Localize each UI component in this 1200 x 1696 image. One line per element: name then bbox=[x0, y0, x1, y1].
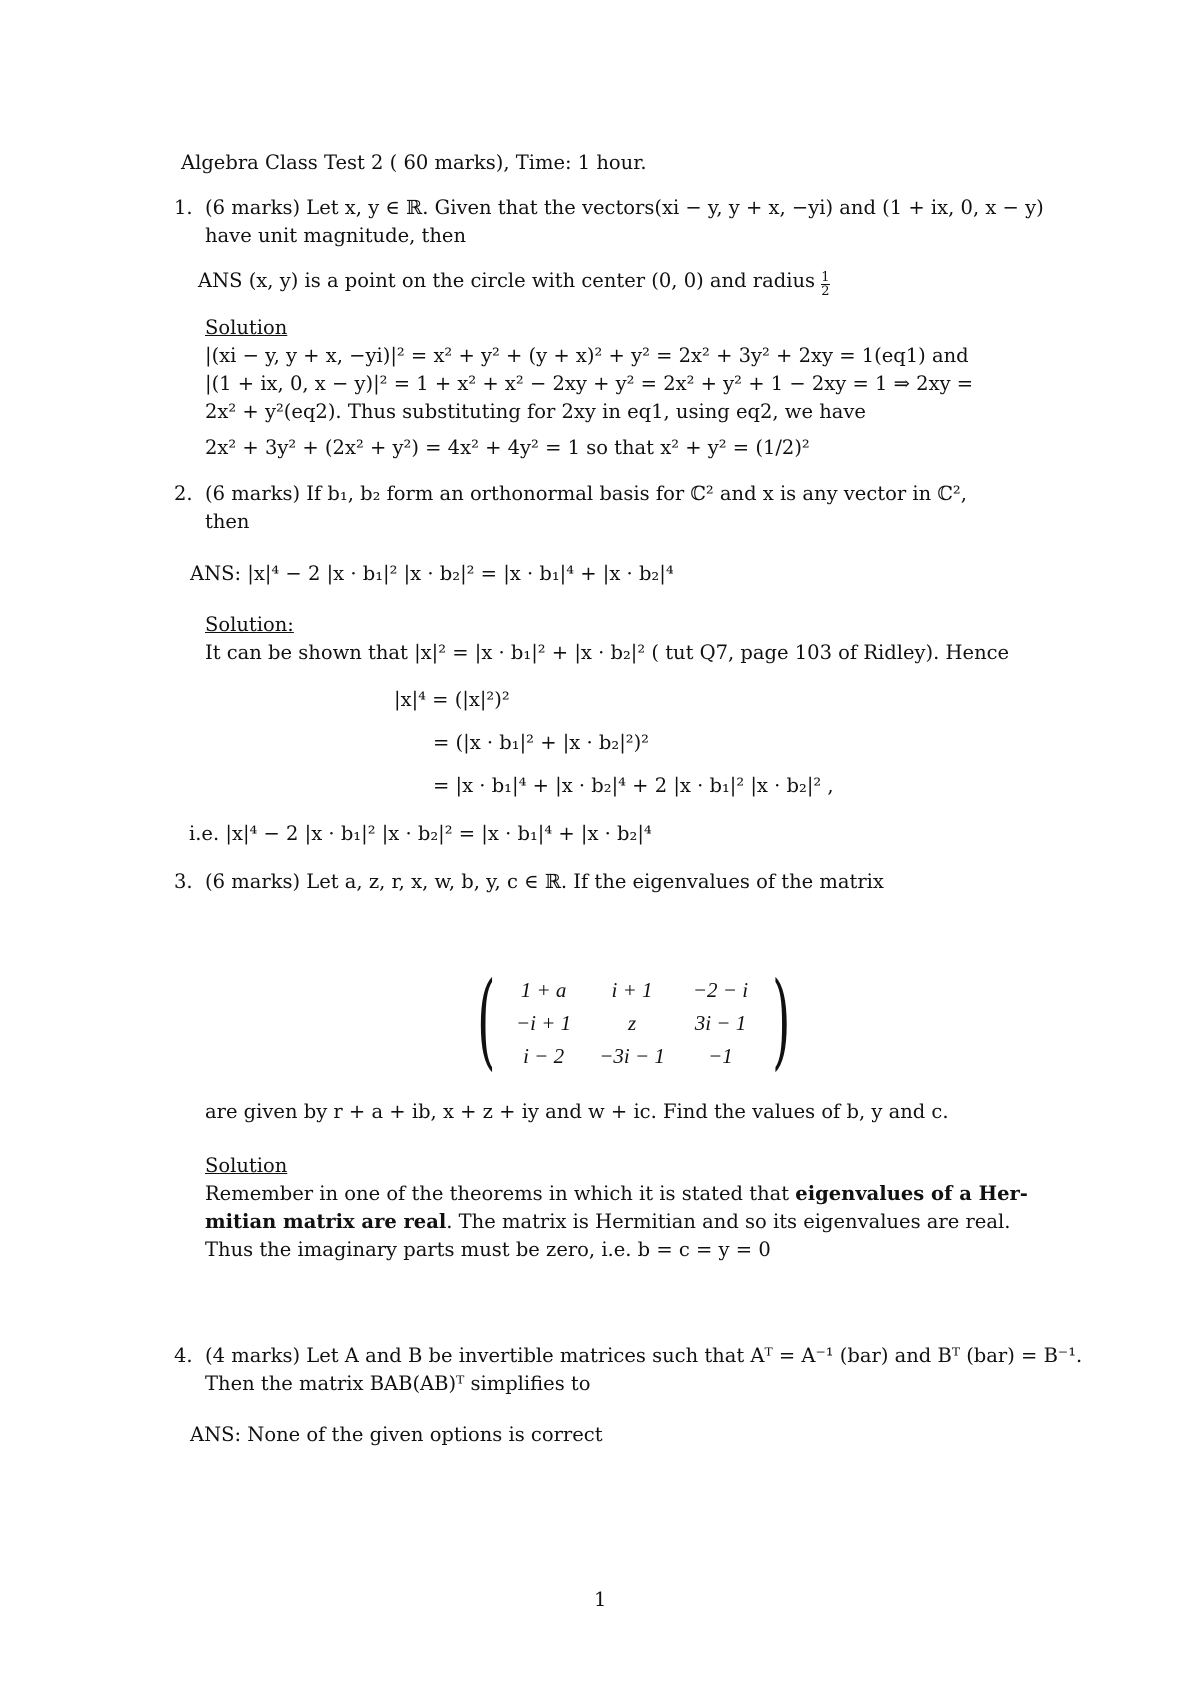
q1-solution-line1: |(xi − y, y + x, −yi)|² = x² + y² + (y + x)² + y² = 2x² + 3y² + 2xy = 1(eq1) and bbox=[205, 344, 969, 367]
q3-line1: (6 marks) Let a, z, r, x, w, b, y, c ∈ ℝ. If the eigenvalues of the matrix bbox=[205, 870, 884, 893]
q1-line1: (6 marks) Let x, y ∈ ℝ. Given that the vectors(xi − y, y + x, −yi) and (1 + ix, 0, x − y) bbox=[205, 196, 1044, 219]
q2-line2: then bbox=[205, 510, 250, 533]
test-title: Algebra Class Test 2 ( 60 marks), Time: 1 hour. bbox=[181, 151, 647, 174]
matrix-left-paren: ( bbox=[477, 959, 496, 1081]
q3-line2: are given by r + a + ib, x + z + iy and w + ic. Find the values of b, y and c. bbox=[205, 1100, 949, 1123]
matrix-row bbox=[502, 974, 762, 1007]
q3-matrix bbox=[477, 959, 791, 1081]
q2-solution-line1: It can be shown that |x|² = |x · b₁|² + |x · b₂|² ( tut Q7, page 103 of Ridley). Hence bbox=[205, 641, 1010, 664]
matrix-cell: 1 + a bbox=[520, 977, 567, 1002]
matrix-cell: −3i − 1 bbox=[599, 1043, 665, 1068]
frac-denominator: 2 bbox=[821, 284, 830, 299]
q3-solution-line2 bbox=[205, 1208, 1010, 1236]
matrix-cell: i + 1 bbox=[611, 977, 653, 1002]
matrix-cell: i − 2 bbox=[523, 1043, 565, 1068]
q2-equation-line1: |x|⁴ = (|x|²)² bbox=[394, 688, 510, 711]
q3-sol2-bold: mitian matrix are real bbox=[205, 1210, 447, 1233]
q2-equation-line3: = |x · b₁|⁴ + |x · b₂|⁴ + 2 |x · b₁|² |x · b₂|² , bbox=[433, 774, 834, 797]
q4-line1: (4 marks) Let A and B be invertible matrices such that Aᵀ = A⁻¹ (bar) and Bᵀ (bar) = B⁻¹. bbox=[205, 1344, 1083, 1367]
matrix-cell: −1 bbox=[708, 1043, 733, 1068]
q4-number: 4. bbox=[174, 1344, 193, 1367]
matrix-table bbox=[502, 974, 762, 1073]
q3-sol2-text: . The matrix is Hermitian and so its eigenvalues are real. bbox=[446, 1210, 1011, 1233]
q3-sol1-bold: eigenvalues of a Her- bbox=[795, 1182, 1028, 1205]
matrix-right-paren: ) bbox=[772, 959, 791, 1081]
matrix-cell: −2 − i bbox=[692, 977, 749, 1002]
q3-solution-line3: Thus the imaginary parts must be zero, i.e. b = c = y = 0 bbox=[205, 1238, 771, 1261]
page-number: 1 bbox=[594, 1588, 607, 1611]
matrix-cell: 3i − 1 bbox=[694, 1010, 747, 1035]
frac-numerator: 1 bbox=[821, 270, 830, 285]
q4-answer: ANS: None of the given options is correct bbox=[190, 1423, 603, 1446]
q1-line2: have unit magnitude, then bbox=[205, 224, 467, 247]
q2-equation-line2: = (|x · b₁|² + |x · b₂|²)² bbox=[433, 731, 650, 754]
matrix-row bbox=[502, 1040, 762, 1073]
q2-solution-label: Solution: bbox=[205, 613, 294, 636]
q2-answer: ANS: |x|⁴ − 2 |x · b₁|² |x · b₂|² = |x · b₁|⁴ + |x · b₂|⁴ bbox=[190, 562, 674, 585]
q1-solution-line3: 2x² + y²(eq2). Thus substituting for 2xy in eq1, using eq2, we have bbox=[205, 400, 866, 423]
q1-answer-fraction bbox=[821, 271, 829, 298]
q3-solution-line1 bbox=[205, 1180, 1028, 1208]
q1-solution-line4: 2x² + 3y² + (2x² + y²) = 4x² + 4y² = 1 so that x² + y² = (1/2)² bbox=[205, 436, 810, 459]
q4-line2: Then the matrix BAB(AB)ᵀ simplifies to bbox=[205, 1372, 591, 1395]
q1-number: 1. bbox=[174, 196, 193, 219]
q3-sol1-text: Remember in one of the theorems in which it is stated that bbox=[205, 1182, 796, 1205]
q1-solution-label: Solution bbox=[205, 316, 288, 339]
q1-solution-line2: |(1 + ix, 0, x − y)|² = 1 + x² + x² − 2xy + y² = 2x² + y² + 1 − 2xy = 1 ⇒ 2xy = bbox=[205, 372, 974, 395]
q2-ie-line: i.e. |x|⁴ − 2 |x · b₁|² |x · b₂|² = |x · b₁|⁴ + |x · b₂|⁴ bbox=[189, 822, 652, 845]
matrix-cell: −i + 1 bbox=[516, 1010, 572, 1035]
matrix-row bbox=[502, 1007, 762, 1040]
matrix-cell: z bbox=[627, 1010, 637, 1035]
q3-number: 3. bbox=[174, 870, 193, 893]
q2-number: 2. bbox=[174, 482, 193, 505]
q3-solution-label: Solution bbox=[205, 1154, 288, 1177]
q1-answer bbox=[198, 267, 830, 298]
q1-answer-text: ANS (x, y) is a point on the circle with center (0, 0) and radius bbox=[198, 269, 816, 292]
q2-line1: (6 marks) If b₁, b₂ form an orthonormal basis for ℂ² and x is any vector in ℂ², bbox=[205, 482, 967, 505]
